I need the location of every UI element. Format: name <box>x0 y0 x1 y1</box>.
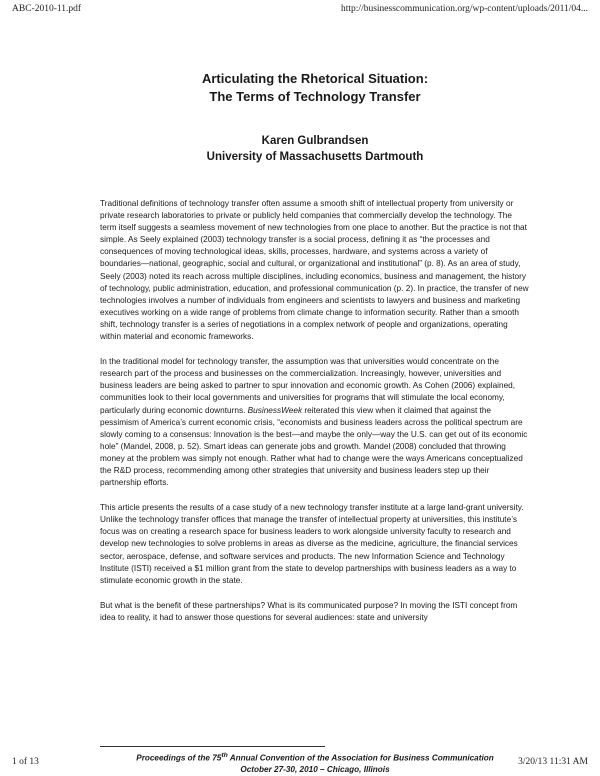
page-indicator: 1 of 13 <box>12 757 39 767</box>
proceedings-line-2: October 27-30, 2010 – Chicago, Illinois <box>240 764 390 774</box>
paragraph-2-part-1: In the traditional model for technology transfer, the assumption was that universities would concentrate on the research part of the process and businesses on the commercialization. Increasingly, however, universities and business leaders are being asked to partner to spur innovation and economic growth. As Cohen (2006) explained, communities look to their local governments and universities for programs that will stimulate the local economy, particularly during economic downturns. <box>100 357 516 415</box>
ordinal-superscript: th <box>221 752 228 759</box>
footer-rule <box>100 746 325 747</box>
proceedings-line-1 <box>100 750 530 764</box>
title-line-2: The Terms of Technology Transfer <box>209 89 421 104</box>
paragraph-1: Traditional definitions of technology transfer often assume a smooth shift of intellectual property from university or private research laboratories to private or publicly held companies that commercially develop the technology. The term itself suggests a seamless movement of new technologies from one place to another. But the practice is not that simple. As Seely explained (2003) technology transfer is a social process, defining it as “the processes and consequences of moving technological ideas, skills, processes, hardware, and systems across a variety of boundaries—national, geographic, social and cultural, or organizational and institutional” (p. 8). As an area of study, Seely (2003) noted its reach across multiple disciplines, including economics, business and management, the history of technology, public administration, education, and professional communication (p. 2). In practice, the transfer of new technologies involves a number of individuals from engineers and scientists to lawyers and business and marketing executives working on a wide range of problems from climate change to information security. Rather than a smooth shift, technology transfer is a series of negotiations in a complex network of people and organizations, operating within material and economic frameworks. <box>100 199 529 342</box>
author-affiliation: University of Massachusetts Dartmouth <box>206 151 424 163</box>
paper-title <box>100 70 530 106</box>
proceedings-suffix: Annual Convention of the Association for Business Communication <box>227 753 494 763</box>
paragraph-4: But what is the benefit of these partnerships? What is its communicated purpose? In moving the ISTI concept from idea to reality, it had to answer those questions for several audiences: state and university <box>100 600 518 622</box>
pdf-filename: ABC-2010-11.pdf <box>12 4 82 14</box>
proceedings-footer <box>100 750 530 775</box>
author-block <box>100 133 530 165</box>
source-url: http://businesscommunication.org/wp-content/uploads/2011/04... <box>341 4 588 14</box>
paragraph-3: This article presents the results of a case study of a new technology transfer institute at a large land-grant university. Unlike the technology transfer offices that manage the transfer of intellectual property at universities, this institute’s focus was on creating a research space for business leaders to work alongside university faculty to research and develop new technologies to solve problems in areas as diverse as the medicine, agriculture, the financial services sector, aerospace, defense, and software services and products. The new Information Science and Technology Institute (ISTI) received a $1 million grant from the state to develop partnerships with business leaders as a way to stimulate economic growth in the state. <box>100 503 524 585</box>
paragraph-2-part-2: reiterated this view when it claimed that against the pessimism of America’s current economic crisis, “economists and business leaders across the political spectrum are slowly coming to a consensus: Innovation is the best—and maybe the only—way the U.S. can get out of its economic hole” (Mandel, 2008, p. 52). Smart ideas can generate jobs and growth. Mandel (2008) concluded that throwing money at the problem was simply not enough. Rather what had to change were the ways Americans conceptualized the R&D process, recommending among other strategies that university and business leaders step up their partnership efforts. <box>100 405 528 488</box>
author-name: Karen Gulbrandsen <box>261 135 369 147</box>
proceedings-prefix: Proceedings of the 75 <box>136 753 222 763</box>
print-timestamp: 3/20/13 11:31 AM <box>518 757 588 767</box>
paragraph-2 <box>100 356 530 489</box>
title-line-1: Articulating the Rhetorical Situation: <box>201 71 429 86</box>
paper-page <box>100 70 530 624</box>
print-header <box>12 4 588 18</box>
businessweek-citation: BusinessWeek <box>247 405 303 415</box>
paper-body <box>100 198 530 624</box>
